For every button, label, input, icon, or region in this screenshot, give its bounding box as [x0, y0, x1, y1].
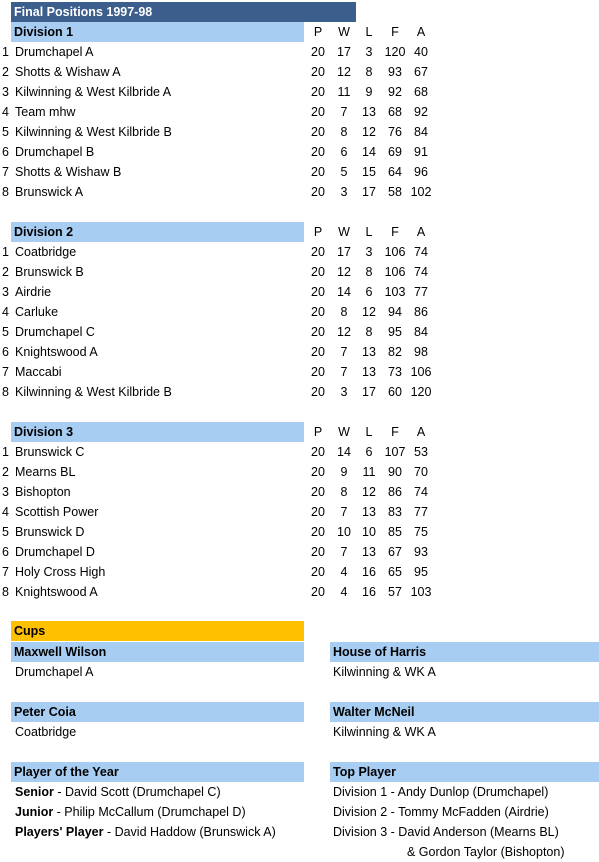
stat-a: 74 [414, 265, 428, 279]
stat-l: 10 [362, 525, 376, 539]
peter-coia-winner: Coatbridge [15, 725, 77, 739]
column-header-a: A [416, 25, 426, 39]
players-player-award [15, 822, 276, 842]
player-of-year-header: Player of the Year [11, 762, 304, 782]
stat-a: 84 [414, 325, 428, 339]
stat-a: 67 [414, 65, 428, 79]
column-header-p: P [313, 25, 323, 39]
column-header-l: L [365, 425, 373, 439]
table-row [0, 462, 440, 482]
column-header-l: L [365, 25, 373, 39]
stat-f: 85 [388, 525, 402, 539]
stat-p: 20 [311, 45, 325, 59]
stat-f: 82 [388, 345, 402, 359]
stat-w: 7 [340, 505, 348, 519]
position: 7 [2, 565, 9, 579]
column-header-f: F [391, 225, 399, 239]
table-row [0, 42, 440, 62]
stat-p: 20 [311, 525, 325, 539]
maxwell-wilson-winner: Drumchapel A [15, 665, 94, 679]
stat-f: 120 [384, 45, 406, 59]
column-header-a: A [416, 425, 426, 439]
stat-p: 20 [311, 165, 325, 179]
peter-coia-header: Peter Coia [11, 702, 304, 722]
top-player-header: Top Player [330, 762, 599, 782]
position: 2 [2, 65, 9, 79]
stat-p: 20 [311, 485, 325, 499]
table-row [0, 342, 440, 362]
team-name: Team mhw [15, 105, 76, 119]
stat-p: 20 [311, 545, 325, 559]
stat-a: 91 [414, 145, 428, 159]
stat-a: 68 [414, 85, 428, 99]
stat-a: 84 [414, 125, 428, 139]
stat-a: 93 [414, 545, 428, 559]
stat-a: 74 [414, 245, 428, 259]
senior-value: - David Scott (Drumchapel C) [53, 785, 221, 799]
stat-f: 103 [384, 285, 406, 299]
stat-w: 12 [337, 265, 351, 279]
position: 6 [2, 545, 9, 559]
table-row [0, 62, 440, 82]
team-name: Drumchapel B [15, 145, 95, 159]
stat-p: 20 [311, 505, 325, 519]
position: 6 [2, 345, 9, 359]
stat-f: 86 [388, 485, 402, 499]
stat-f: 93 [388, 65, 402, 79]
stat-f: 106 [384, 265, 406, 279]
position: 1 [2, 45, 9, 59]
stat-w: 9 [340, 465, 348, 479]
stat-a: 106 [410, 365, 432, 379]
stat-w: 11 [337, 85, 351, 99]
stat-f: 106 [384, 245, 406, 259]
table-row [0, 302, 440, 322]
senior-award [15, 782, 221, 802]
stat-l: 15 [362, 165, 376, 179]
stat-f: 76 [388, 125, 402, 139]
stat-w: 5 [340, 165, 348, 179]
stat-f: 57 [388, 585, 402, 599]
position: 4 [2, 105, 9, 119]
team-name: Bishopton [15, 485, 71, 499]
stat-w: 4 [340, 585, 348, 599]
stat-l: 8 [365, 65, 373, 79]
stat-p: 20 [311, 185, 325, 199]
stat-l: 11 [362, 465, 376, 479]
position: 7 [2, 365, 9, 379]
stat-w: 10 [337, 525, 351, 539]
stat-l: 6 [365, 285, 373, 299]
division-3-header: Division 3 [11, 422, 304, 442]
position: 4 [2, 505, 9, 519]
table-row [0, 242, 440, 262]
stat-f: 92 [388, 85, 402, 99]
stat-l: 3 [365, 45, 373, 59]
table-row [0, 502, 440, 522]
position: 3 [2, 285, 9, 299]
stat-p: 20 [311, 325, 325, 339]
stat-f: 67 [388, 545, 402, 559]
stat-a: 77 [414, 285, 428, 299]
stat-p: 20 [311, 265, 325, 279]
stat-w: 8 [340, 125, 348, 139]
position: 3 [2, 85, 9, 99]
team-name: Kilwinning & West Kilbride B [15, 385, 172, 399]
stat-w: 7 [340, 105, 348, 119]
team-name: Brunswick A [15, 185, 84, 199]
players-player-value: - David Haddow (Brunswick A) [103, 825, 276, 839]
stat-f: 65 [388, 565, 402, 579]
cups-header: Cups [11, 621, 304, 641]
column-header-w: W [338, 225, 350, 239]
stat-a: 120 [410, 385, 432, 399]
column-header-w: W [338, 425, 350, 439]
position: 6 [2, 145, 9, 159]
table-row [0, 542, 440, 562]
team-name: Brunswick D [15, 525, 85, 539]
stat-p: 20 [311, 585, 325, 599]
stat-l: 6 [365, 445, 373, 459]
stat-l: 16 [362, 565, 376, 579]
table-row [0, 582, 440, 602]
stat-l: 13 [362, 545, 376, 559]
stat-a: 70 [414, 465, 428, 479]
team-name: Kilwinning & West Kilbride B [15, 125, 172, 139]
team-name: Brunswick B [15, 265, 84, 279]
stat-w: 8 [340, 305, 348, 319]
position: 5 [2, 325, 9, 339]
team-name: Shotts & Wishaw B [15, 165, 122, 179]
stat-a: 77 [414, 505, 428, 519]
stat-l: 13 [362, 365, 376, 379]
stat-f: 73 [388, 365, 402, 379]
team-name: Knightswood A [15, 585, 98, 599]
stat-w: 4 [340, 565, 348, 579]
house-of-harris-header: House of Harris [330, 642, 599, 662]
stat-p: 20 [311, 245, 325, 259]
stat-l: 9 [365, 85, 373, 99]
top-player-div2: Division 2 - Tommy McFadden (Airdrie) [333, 805, 549, 819]
column-header-f: F [391, 425, 399, 439]
stat-l: 14 [362, 145, 376, 159]
stat-p: 20 [311, 105, 325, 119]
team-name: Drumchapel D [15, 545, 95, 559]
stat-w: 6 [340, 145, 348, 159]
stat-w: 7 [340, 365, 348, 379]
junior-value: - Philip McCallum (Drumchapel D) [53, 805, 246, 819]
stat-p: 20 [311, 565, 325, 579]
position: 1 [2, 445, 9, 459]
stat-w: 7 [340, 345, 348, 359]
stat-a: 86 [414, 305, 428, 319]
stat-l: 12 [362, 125, 376, 139]
stat-f: 95 [388, 325, 402, 339]
table-row [0, 322, 440, 342]
junior-label: Junior [15, 805, 54, 819]
team-name: Carluke [15, 305, 59, 319]
stat-l: 12 [362, 485, 376, 499]
stat-w: 8 [340, 485, 348, 499]
team-name: Airdrie [15, 285, 52, 299]
stat-f: 107 [384, 445, 406, 459]
stat-l: 12 [362, 305, 376, 319]
stat-a: 40 [414, 45, 428, 59]
stat-l: 13 [362, 345, 376, 359]
table-row [0, 562, 440, 582]
maxwell-wilson-header: Maxwell Wilson [11, 642, 304, 662]
table-row [0, 142, 440, 162]
stat-a: 74 [414, 485, 428, 499]
column-header-l: L [365, 225, 373, 239]
team-name: Maccabi [15, 365, 62, 379]
team-name: Holy Cross High [15, 565, 106, 579]
team-name: Scottish Power [15, 505, 99, 519]
stat-a: 103 [410, 585, 432, 599]
stat-p: 20 [311, 125, 325, 139]
table-row [0, 362, 440, 382]
table-row [0, 82, 440, 102]
top-player-div1: Division 1 - Andy Dunlop (Drumchapel) [333, 785, 549, 799]
stat-a: 98 [414, 345, 428, 359]
table-row [0, 442, 440, 462]
stat-f: 69 [388, 145, 402, 159]
team-name: Brunswick C [15, 445, 85, 459]
table-row [0, 262, 440, 282]
stat-p: 20 [311, 65, 325, 79]
column-header-f: F [391, 25, 399, 39]
team-name: Knightswood A [15, 345, 98, 359]
stat-a: 92 [414, 105, 428, 119]
stat-f: 90 [388, 465, 402, 479]
walter-mcneil-winner: Kilwinning & WK A [333, 725, 436, 739]
stat-l: 13 [362, 505, 376, 519]
table-row [0, 482, 440, 502]
team-name: Kilwinning & West Kilbride A [15, 85, 172, 99]
senior-label: Senior [15, 785, 54, 799]
column-header-p: P [313, 425, 323, 439]
walter-mcneil-header: Walter McNeil [330, 702, 599, 722]
team-name: Mearns BL [15, 465, 76, 479]
stat-a: 96 [414, 165, 428, 179]
stat-l: 16 [362, 585, 376, 599]
stat-p: 20 [311, 285, 325, 299]
stat-l: 17 [362, 385, 376, 399]
house-of-harris-winner: Kilwinning & WK A [333, 665, 436, 679]
stat-w: 17 [337, 45, 351, 59]
stat-p: 20 [311, 345, 325, 359]
stat-a: 75 [414, 525, 428, 539]
stat-p: 20 [311, 365, 325, 379]
stat-p: 20 [311, 385, 325, 399]
team-name: Coatbridge [15, 245, 77, 259]
position: 8 [2, 585, 9, 599]
team-name: Shotts & Wishaw A [15, 65, 121, 79]
position: 3 [2, 485, 9, 499]
stat-w: 3 [340, 185, 348, 199]
page-title: Final Positions 1997-98 [11, 2, 356, 22]
top-player-div3: Division 3 - David Anderson (Mearns BL) [333, 825, 559, 839]
players-player-label: Players' Player [15, 825, 104, 839]
stat-f: 83 [388, 505, 402, 519]
table-row [0, 382, 440, 402]
table-row [0, 162, 440, 182]
division-2-header: Division 2 [11, 222, 304, 242]
stat-w: 12 [337, 65, 351, 79]
position: 2 [2, 265, 9, 279]
stat-w: 14 [337, 285, 351, 299]
stat-p: 20 [311, 85, 325, 99]
stat-w: 17 [337, 245, 351, 259]
position: 5 [2, 125, 9, 139]
stat-l: 8 [365, 325, 373, 339]
position: 7 [2, 165, 9, 179]
stat-l: 3 [365, 245, 373, 259]
team-name: Drumchapel A [15, 45, 94, 59]
stat-f: 60 [388, 385, 402, 399]
position: 8 [2, 185, 9, 199]
position: 2 [2, 465, 9, 479]
stat-p: 20 [311, 445, 325, 459]
table-row [0, 522, 440, 542]
stat-p: 20 [311, 145, 325, 159]
stat-w: 7 [340, 545, 348, 559]
position: 5 [2, 525, 9, 539]
stat-f: 68 [388, 105, 402, 119]
stat-p: 20 [311, 305, 325, 319]
position: 8 [2, 385, 9, 399]
position: 4 [2, 305, 9, 319]
table-row [0, 282, 440, 302]
table-row [0, 182, 440, 202]
stat-w: 3 [340, 385, 348, 399]
column-header-p: P [313, 225, 323, 239]
column-header-a: A [416, 225, 426, 239]
stat-f: 64 [388, 165, 402, 179]
column-header-w: W [338, 25, 350, 39]
stat-w: 12 [337, 325, 351, 339]
junior-award [15, 802, 246, 822]
stat-a: 95 [414, 565, 428, 579]
table-row [0, 122, 440, 142]
table-row [0, 102, 440, 122]
top-player-div3-cont: & Gordon Taylor (Bishopton) [407, 845, 565, 859]
stat-a: 102 [410, 185, 432, 199]
stat-a: 53 [414, 445, 428, 459]
stat-w: 14 [337, 445, 351, 459]
stat-l: 17 [362, 185, 376, 199]
stat-l: 13 [362, 105, 376, 119]
division-1-header: Division 1 [11, 22, 304, 42]
stat-f: 58 [388, 185, 402, 199]
position: 1 [2, 245, 9, 259]
stat-p: 20 [311, 465, 325, 479]
stat-f: 94 [388, 305, 402, 319]
stat-l: 8 [365, 265, 373, 279]
team-name: Drumchapel C [15, 325, 95, 339]
